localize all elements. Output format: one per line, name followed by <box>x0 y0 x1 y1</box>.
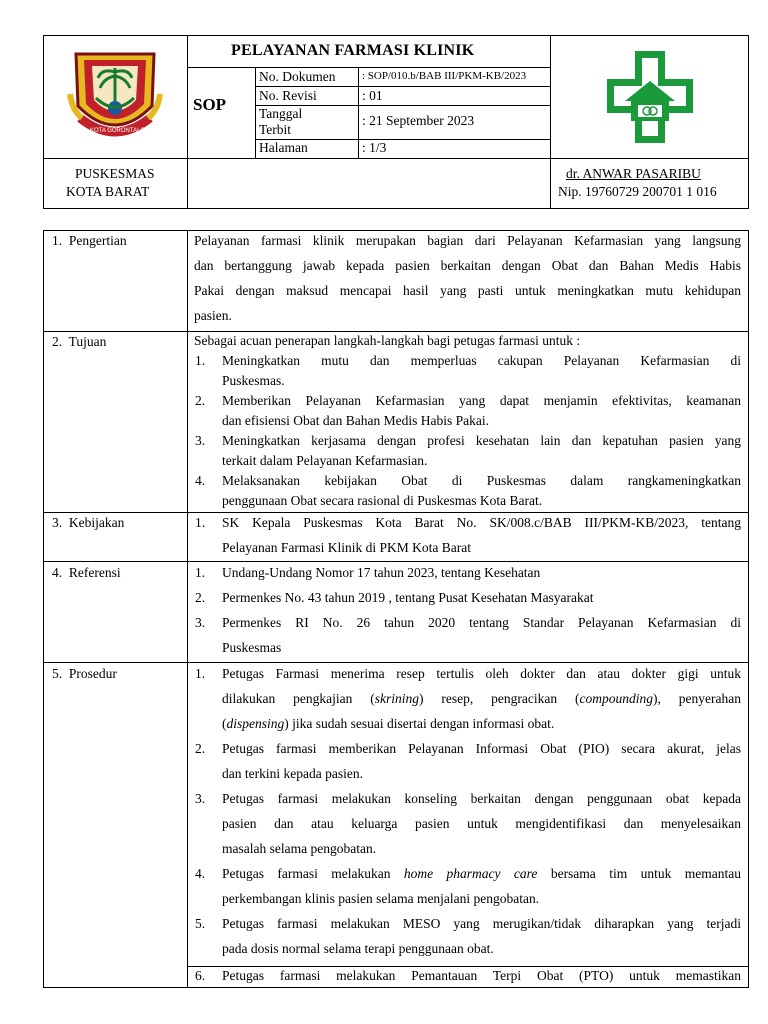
org-name: KOTA BARAT <box>66 184 150 199</box>
field-label: Terbit <box>259 122 292 137</box>
list-number: 1. <box>195 666 206 681</box>
list-number: 5. <box>195 916 206 931</box>
list-item: dan terkini kepada pasien. <box>222 766 363 781</box>
paragraph-line: dan bertanggung jawab kepada pasien berkaitan dengan Obat dan Bahan Medis Habis <box>194 258 741 273</box>
list-item: Meningkatkan kerjasama dengan profesi kesehatan lain dan kepatuhan pasien yang <box>222 433 741 448</box>
list-item: dilakukan pengkajian (skrining) resep, pengracikan (compounding), penyerahan <box>222 691 741 706</box>
list-item: Memberikan Pelayanan Kefarmasian yang dapat menjamin efektivitas, keamanan <box>222 393 741 408</box>
header-divider <box>358 67 359 158</box>
list-item: Puskesmas. <box>222 373 285 388</box>
field-label: Halaman <box>259 140 308 155</box>
list-item: Petugas farmasi melakukan Pemantauan Terpi Obat (PTO) untuk memastikan <box>222 968 741 983</box>
list-item: SK Kepala Puskesmas Kota Barat No. SK/008.c/BAB III/PKM-KB/2023, tentang <box>222 515 741 530</box>
list-item: dan efisiensi Obat dan Bahan Medis Habis Pakai. <box>222 413 489 428</box>
list-number: 2. <box>195 590 206 605</box>
list-number: 4. <box>195 473 206 488</box>
paragraph-line: pasien. <box>194 308 232 323</box>
field-label: No. Dokumen <box>259 69 336 84</box>
header-divider <box>187 67 550 68</box>
list-number: 3. <box>195 433 206 448</box>
list-item: Pelayanan Farmasi Klinik di PKM Kota Barat <box>222 540 471 555</box>
list-item: (dispensing) jika sudah sesuai disertai dengan informasi obat. <box>222 716 555 731</box>
city-emblem-logo <box>66 46 164 146</box>
list-item: Permenkes No. 43 tahun 2019 , tentang Pusat Kesehatan Masyarakat <box>222 590 594 605</box>
section-label: 3. Kebijakan <box>52 515 125 530</box>
list-number: 1. <box>195 353 206 368</box>
list-number: 2. <box>195 741 206 756</box>
list-number: 1. <box>195 515 206 530</box>
field-value: : 21 September 2023 <box>362 113 475 128</box>
field-label: No. Revisi <box>259 88 317 103</box>
list-number: 3. <box>195 615 206 630</box>
list-number: 4. <box>195 866 206 881</box>
list-item: Undang-Undang Nomor 17 tahun 2023, tentang Kesehatan <box>222 565 541 580</box>
section-label: 4. Referensi <box>52 565 121 580</box>
section-label: 2. Tujuan <box>52 334 107 349</box>
list-item: perkembangan klinis pasien selama menjalani pengobatan. <box>222 891 540 906</box>
list-number: 2. <box>195 393 206 408</box>
puskesmas-logo <box>605 49 695 145</box>
sop-label: SOP <box>193 95 227 114</box>
list-item: Petugas farmasi melakukan konseling berkaitan dengan penggunaan obat kepada <box>222 791 741 806</box>
signer-name: dr. ANWAR PASARIBU <box>566 166 701 181</box>
list-item: Meningkatkan mutu dan memperluas cakupan Pelayanan Kefarmasian di <box>222 353 741 368</box>
row-divider <box>187 966 749 967</box>
field-value: : 1/3 <box>362 140 387 155</box>
row-divider <box>43 512 749 513</box>
page-title: PELAYANAN FARMASI KLINIK <box>231 42 475 59</box>
header-divider <box>43 158 749 159</box>
row-divider <box>43 662 749 663</box>
list-item: Petugas Farmasi menerima resep tertulis oleh dokter dan atau dokter gigi untuk <box>222 666 741 681</box>
org-name: PUSKESMAS <box>75 166 155 181</box>
logo-caption: KOTA GORONTALO <box>90 128 146 134</box>
column-divider <box>187 230 188 988</box>
list-number: 3. <box>195 791 206 806</box>
paragraph-line: Sebagai acuan penerapan langkah-langkah bagi petugas farmasi untuk : <box>194 333 581 348</box>
row-divider <box>43 331 749 332</box>
list-item: pasien dan atau keluarga pasien untuk mengidentifikasi dan menyelesaikan <box>222 816 741 831</box>
header-divider <box>255 86 550 87</box>
field-value: : SOP/010.b/BAB III/PKM-KB/2023 <box>362 70 527 82</box>
paragraph-line: Pakai dengan maksud mencapai hasil yang pasti untuk meningkatkan mutu kehidupan <box>194 283 741 298</box>
section-label: 5. Prosedur <box>52 666 117 681</box>
section-label: 1. Pengertian <box>52 233 127 248</box>
row-divider <box>43 561 749 562</box>
list-item: Puskesmas <box>222 640 282 655</box>
header-divider <box>255 67 256 158</box>
list-item: Petugas farmasi melakukan home pharmacy care bersama tim untuk memantau <box>222 866 741 881</box>
list-item: Permenkes RI No. 26 tahun 2020 tentang Standar Pelayanan Kefarmasian di <box>222 615 741 630</box>
list-item: masalah selama pengobatan. <box>222 841 377 856</box>
list-item: pada dosis normal selama terapi penggunaan obat. <box>222 941 494 956</box>
paragraph-line: Pelayanan farmasi klinik merupakan bagian dari Pelayanan Kefarmasian yang langsung <box>194 233 741 248</box>
list-item: Petugas farmasi melakukan MESO yang merugikan/tidak diharapkan yang terjadi <box>222 916 741 931</box>
list-item: terkait dalam Pelayanan Kefarmasian. <box>222 453 428 468</box>
field-label: Tanggal <box>259 106 303 121</box>
list-number: 1. <box>195 565 206 580</box>
list-item: Melaksanakan kebijakan Obat di Puskesmas dalam rangkameningkatkan <box>222 473 741 488</box>
header-divider <box>187 35 188 209</box>
signer-nip: Nip. 19760729 200701 1 016 <box>558 184 717 199</box>
list-number: 6. <box>195 968 206 983</box>
list-item: Petugas farmasi memberikan Pelayanan Informasi Obat (PIO) secara akurat, jelas <box>222 741 741 756</box>
field-value: : 01 <box>362 88 383 103</box>
list-item: penggunaan Obat secara rasional di Puskesmas Kota Barat. <box>222 493 543 508</box>
header-divider <box>550 35 551 209</box>
